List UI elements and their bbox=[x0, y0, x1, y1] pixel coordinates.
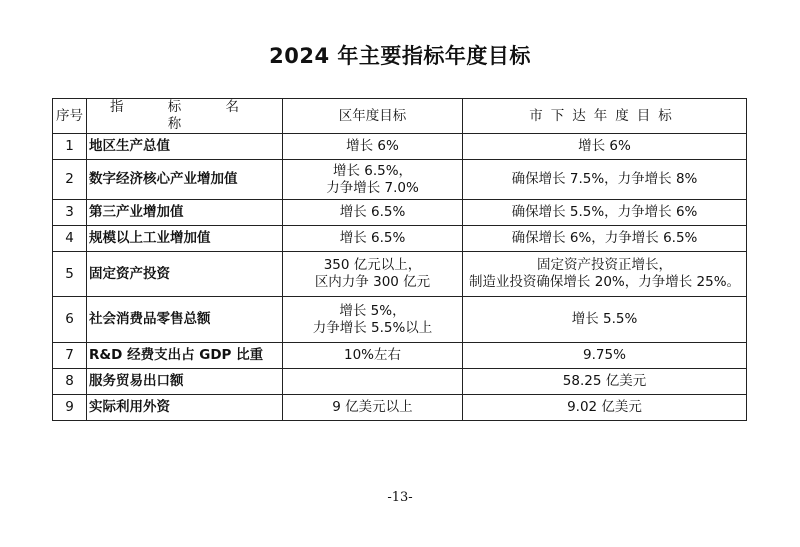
city-target-line: 9.75% bbox=[583, 347, 626, 363]
row-district-target bbox=[283, 297, 463, 343]
row-indicator-name: 数字经济核心产业增加值 bbox=[87, 160, 283, 200]
row-city-target bbox=[463, 226, 747, 252]
page-number: -13- bbox=[387, 490, 413, 505]
table-row bbox=[53, 395, 747, 421]
district-target-line: 增长 5%， bbox=[339, 302, 406, 319]
table-row bbox=[53, 226, 747, 252]
district-target-line: 9 亿美元以上 bbox=[332, 399, 413, 415]
city-target-line: 确保增长 5.5%，力争增长 6% bbox=[511, 204, 698, 220]
row-district-target bbox=[283, 160, 463, 200]
row-city-target bbox=[463, 369, 747, 395]
row-district-target bbox=[283, 200, 463, 226]
page-title: 2024 年主要指标年度目标 bbox=[269, 44, 531, 68]
row-city-target bbox=[463, 252, 747, 297]
table-header-row bbox=[53, 99, 747, 134]
table-row bbox=[53, 160, 747, 200]
row-city-target bbox=[463, 134, 747, 160]
district-target-line: 力争增长 5.5%以上 bbox=[312, 319, 433, 336]
table-row bbox=[53, 200, 747, 226]
table-row bbox=[53, 297, 747, 343]
city-target-line: 制造业投资确保增长 20%，力争增长 25%。 bbox=[468, 274, 741, 290]
district-target-line: 增长 6.5%， bbox=[332, 162, 413, 179]
row-seq: 9 bbox=[53, 395, 87, 421]
city-target-line: 确保增长 6%，力争增长 6.5% bbox=[511, 230, 698, 246]
row-seq: 2 bbox=[53, 160, 87, 200]
table-row bbox=[53, 134, 747, 160]
row-district-target bbox=[283, 343, 463, 369]
row-district-target bbox=[283, 395, 463, 421]
row-indicator-name: 地区生产总值 bbox=[87, 134, 283, 160]
district-target-line: 增长 6.5% bbox=[339, 204, 406, 220]
table-row bbox=[53, 343, 747, 369]
row-seq: 8 bbox=[53, 369, 87, 395]
table-body bbox=[53, 134, 747, 421]
row-seq: 5 bbox=[53, 252, 87, 297]
row-indicator-name: 第三产业增加值 bbox=[87, 200, 283, 226]
row-district-target bbox=[283, 226, 463, 252]
district-target-line: 10%左右 bbox=[343, 347, 401, 363]
row-indicator-name: 社会消费品零售总额 bbox=[87, 297, 283, 343]
city-target-line: 9.02 亿美元 bbox=[567, 399, 642, 415]
row-seq: 6 bbox=[53, 297, 87, 343]
header-district-target: 区年度目标 bbox=[283, 99, 463, 134]
row-indicator-name: 规模以上工业增加值 bbox=[87, 226, 283, 252]
row-city-target bbox=[463, 200, 747, 226]
header-seq: 序号 bbox=[53, 99, 87, 134]
header-indicator-name: 指 标 名 称 bbox=[87, 99, 283, 134]
city-target-line: 增长 5.5% bbox=[571, 311, 638, 327]
row-district-target bbox=[283, 134, 463, 160]
district-target-line: 增长 6% bbox=[346, 138, 399, 154]
row-district-target bbox=[283, 369, 463, 395]
row-indicator-name: R&D 经费支出占 GDP 比重 bbox=[87, 343, 283, 369]
row-seq: 1 bbox=[53, 134, 87, 160]
district-target-line: 力争增长 7.0% bbox=[326, 179, 419, 196]
row-seq: 4 bbox=[53, 226, 87, 252]
row-city-target bbox=[463, 343, 747, 369]
row-indicator-name: 固定资产投资 bbox=[87, 252, 283, 297]
city-target-line: 58.25 亿美元 bbox=[562, 373, 647, 389]
targets-table bbox=[52, 98, 747, 421]
row-indicator-name: 服务贸易出口额 bbox=[87, 369, 283, 395]
district-target-line: 350 亿元以上， bbox=[323, 257, 422, 273]
row-district-target bbox=[283, 252, 463, 297]
row-city-target bbox=[463, 160, 747, 200]
row-indicator-name: 实际利用外资 bbox=[87, 395, 283, 421]
table-row bbox=[53, 252, 747, 297]
district-target-line: 区内力争 300 亿元 bbox=[314, 274, 431, 290]
row-city-target bbox=[463, 395, 747, 421]
table-row bbox=[53, 369, 747, 395]
row-city-target bbox=[463, 297, 747, 343]
city-target-line: 确保增长 7.5%，力争增长 8% bbox=[511, 171, 698, 187]
row-seq: 7 bbox=[53, 343, 87, 369]
row-seq: 3 bbox=[53, 200, 87, 226]
city-target-line: 固定资产投资正增长， bbox=[537, 257, 672, 273]
city-target-line: 增长 6% bbox=[578, 138, 631, 154]
district-target-line: 增长 6.5% bbox=[339, 230, 406, 246]
header-city-target: 市下达年度目标 bbox=[463, 99, 747, 134]
